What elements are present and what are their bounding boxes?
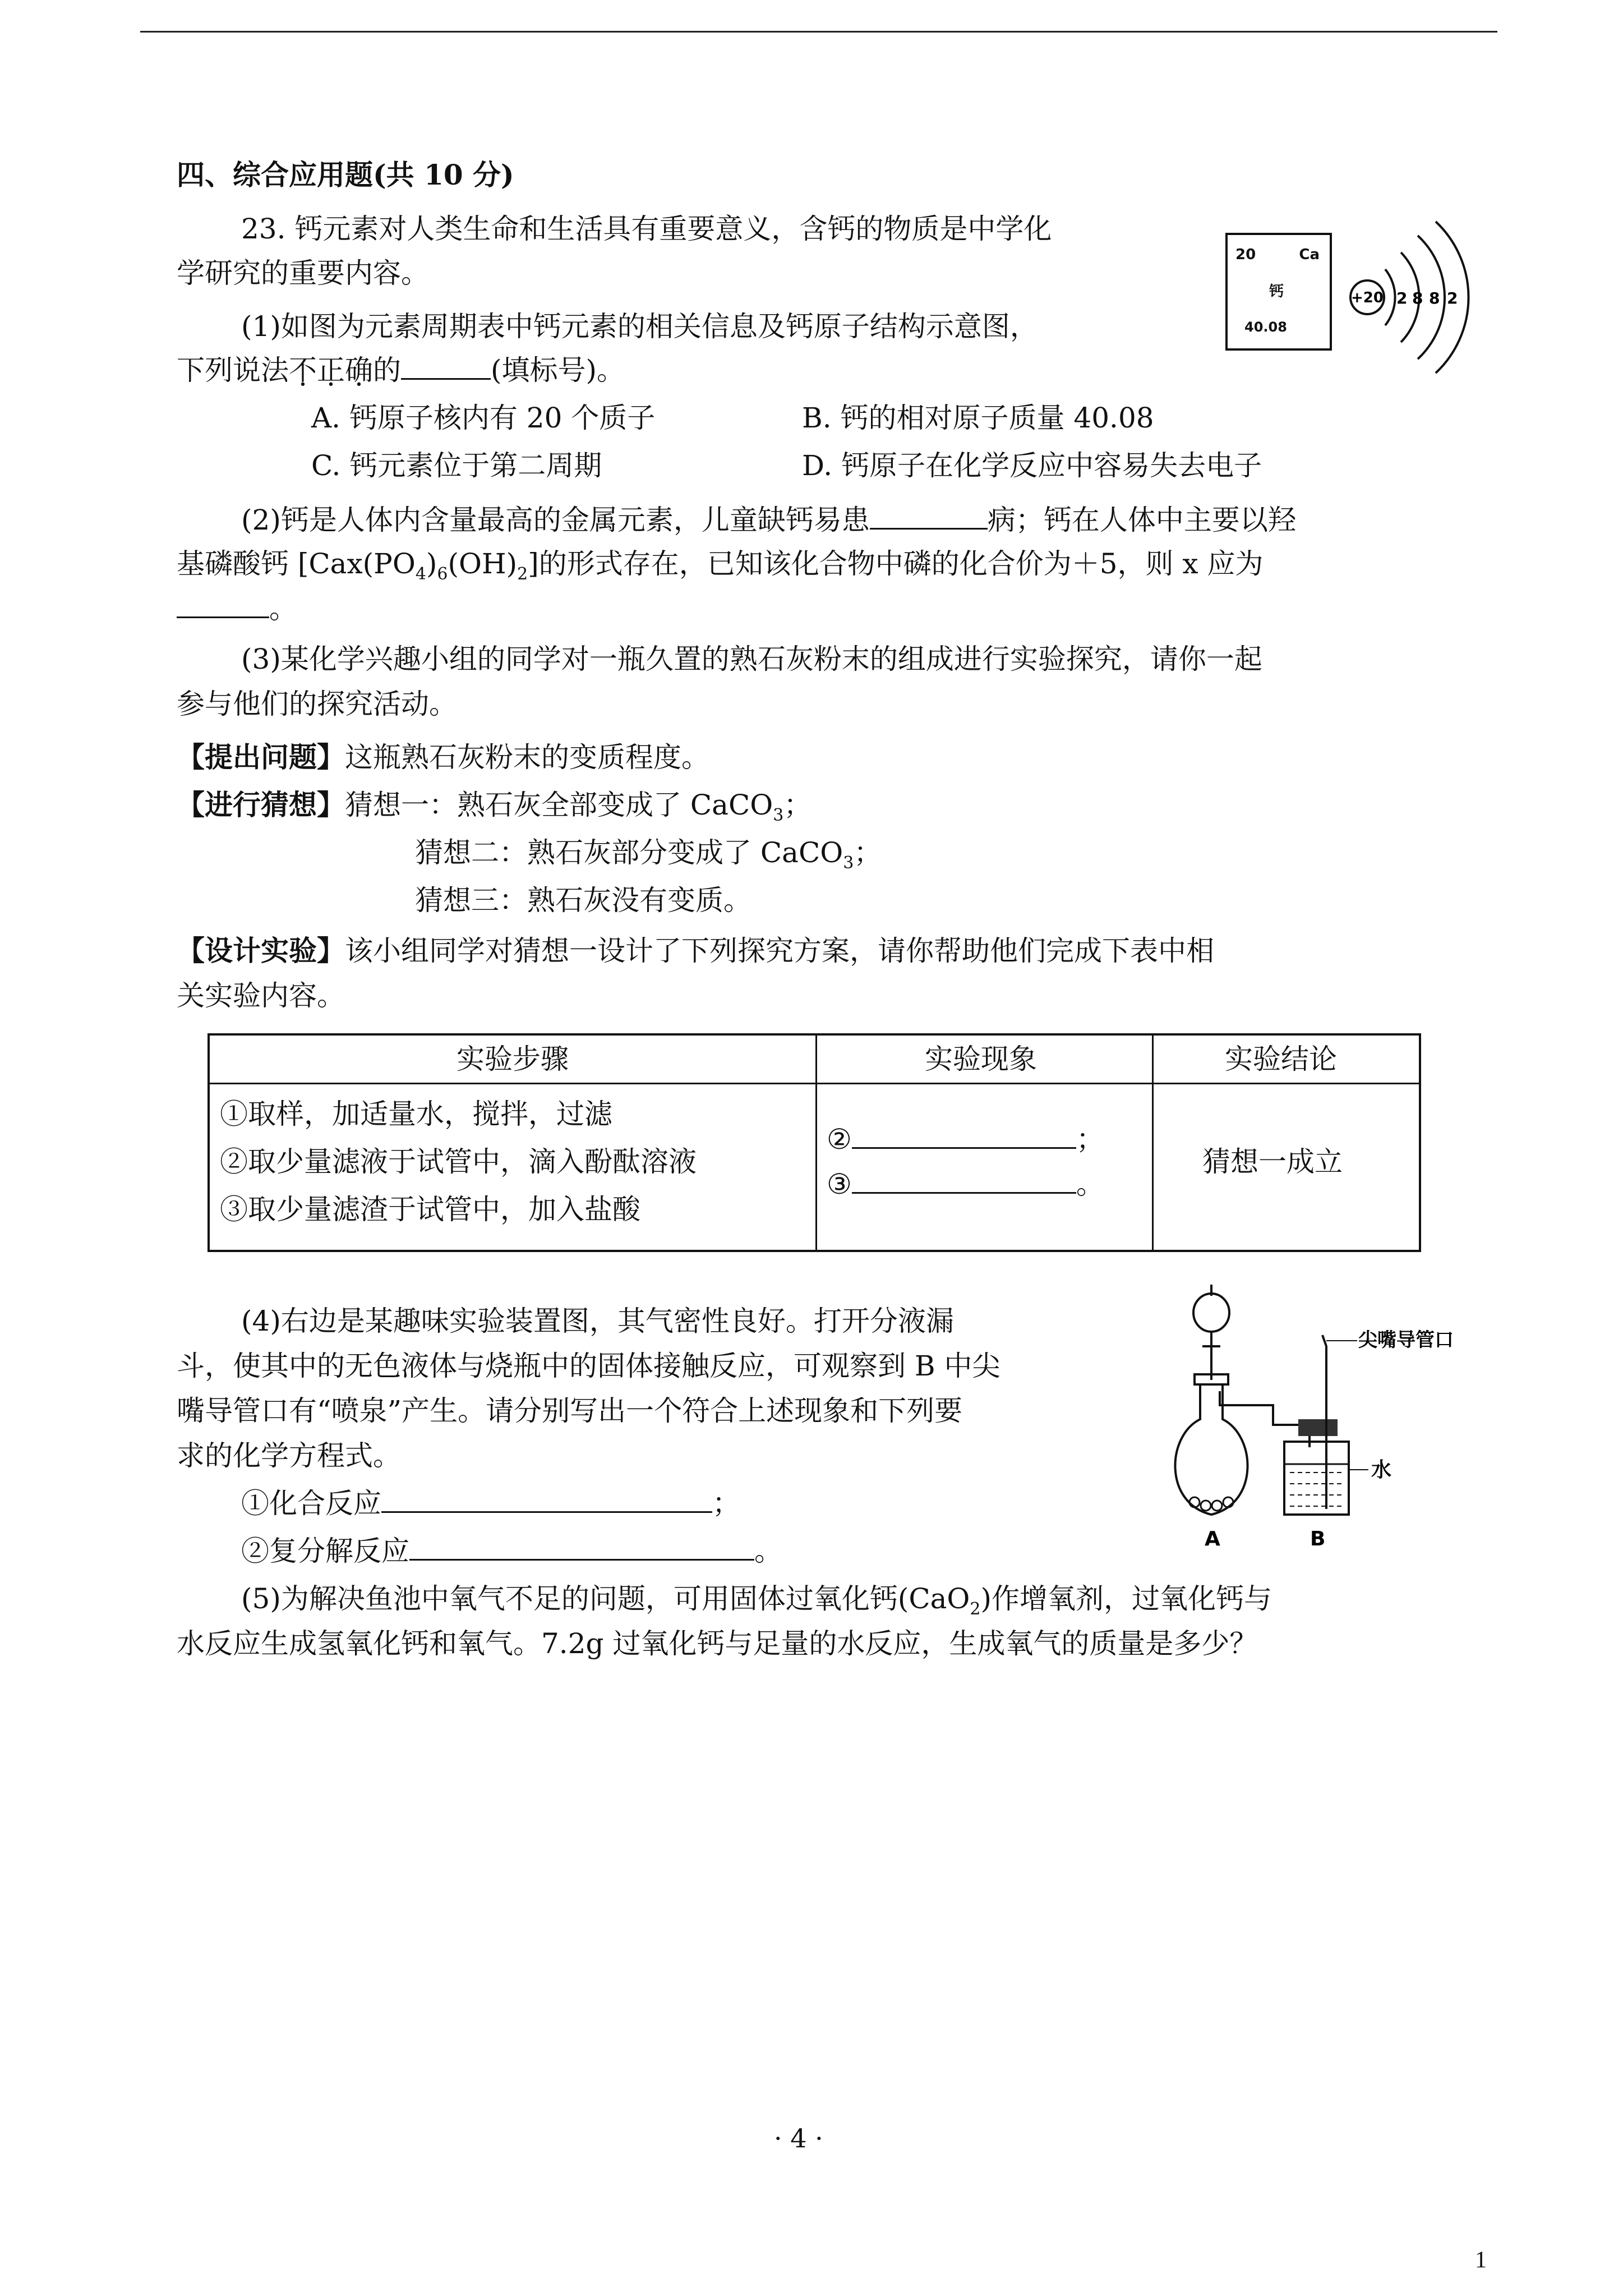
q23-intro-line1: 23. 钙元素对人类生命和生活具有重要意义，含钙的物质是中学化: [241, 213, 1052, 245]
element-symbol: Ca: [1299, 246, 1320, 263]
reaction-1-line: ①化合反应 ；: [241, 1481, 740, 1526]
design-line1: 【设计实验】该小组同学对猜想一设计了下列探究方案，请你帮助他们完成下表中相: [177, 934, 1214, 967]
part4-line3: 嘴导管口有“喷泉”产生。请分别写出一个符合上述现象和下列要: [177, 1395, 963, 1427]
bottle-b: [1284, 1442, 1349, 1515]
section-title: 四、综合应用题(共 10 分): [177, 158, 514, 191]
water-label: 水: [1371, 1458, 1392, 1481]
reaction-1-blank[interactable]: [381, 1482, 712, 1513]
phenomenon-3-blank[interactable]: [852, 1163, 1076, 1194]
element-name: 钙: [1269, 283, 1284, 300]
nucleus-charge: +20: [1351, 289, 1384, 306]
step-2: ②取少量滤液于试管中，滴入酚酞溶液: [220, 1145, 697, 1178]
emphasis-not-correct: 不正确: [289, 354, 373, 386]
phenomenon-2: ② ；: [827, 1117, 1104, 1162]
part2-line3: 。: [177, 586, 297, 631]
header-steps: 实验步骤: [457, 1043, 569, 1075]
option-a: A. 钙原子核内有 20 个质子: [311, 402, 656, 434]
step-3: ③取少量滤渣于试管中，加入盐酸: [220, 1193, 640, 1226]
part1-line1: (1)如图为元素周期表中钙元素的相关信息及钙原子结构示意图，: [241, 310, 1038, 343]
part5-line2: 水反应生成氢氧化钙和氧气。7.2g 过氧化钙与足量的水反应，生成氧气的质量是多少？: [177, 1627, 1258, 1660]
option-b: B. 钙的相对原子质量 40.08: [802, 402, 1154, 434]
connecting-tube: [1220, 1391, 1310, 1447]
header-phenomena: 实验现象: [925, 1043, 1037, 1075]
option-d: D. 钙原子在化学反应中容易失去电子: [802, 449, 1262, 482]
apparatus-diagram: [1155, 1279, 1469, 1571]
atomic-number: 20: [1235, 246, 1256, 263]
header-conclusion: 实验结论: [1225, 1043, 1337, 1075]
question-line: 【提出问题】这瓶熟石灰粉末的变质程度。: [177, 740, 709, 774]
flask-a: [1175, 1384, 1247, 1515]
part1-answer-blank[interactable]: [401, 349, 491, 380]
shell-arc-1: [1385, 269, 1395, 325]
reaction-2-blank[interactable]: [409, 1530, 754, 1561]
x-value-blank[interactable]: [177, 587, 269, 618]
part4-line1: (4)右边是某趣味实验装置图，其气密性良好。打开分液漏: [241, 1305, 954, 1337]
page-number: · 4 ·: [774, 2123, 823, 2154]
funnel-bulb: [1193, 1294, 1229, 1332]
guess-line2: 猜想二：熟石灰部分变成了 CaCO$_3$；: [415, 836, 882, 873]
shell-count-4: 2: [1447, 289, 1458, 307]
corner-number: 1: [1475, 2247, 1487, 2273]
tube-label: 尖嘴导管口: [1358, 1329, 1454, 1351]
phenomenon-3: ③ 。: [827, 1162, 1104, 1207]
part4-line4: 求的化学方程式。: [177, 1439, 401, 1472]
q23-intro-line2: 学研究的重要内容。: [177, 257, 429, 289]
part3-line2: 参与他们的探究活动。: [177, 688, 457, 720]
guess-line1: 【进行猜想】猜想一：熟石灰全部变成了 CaCO$_3$；: [177, 788, 812, 825]
part5-line1: (5)为解决鱼池中氧气不足的问题，可用固体过氧化钙(CaO$_2$)作增氧剂，过氧化钙与: [241, 1582, 1272, 1619]
design-line2: 关实验内容。: [177, 979, 345, 1012]
guess-line3: 猜想三：熟石灰没有变质。: [415, 884, 751, 917]
part3-line1: (3)某化学兴趣小组的同学对一瓶久置的熟石灰粉末的组成进行实验探究，请你一起: [241, 643, 1262, 675]
shell-count-2: 8: [1412, 289, 1423, 307]
shell-count-3: 8: [1429, 289, 1440, 307]
top-rule: [140, 31, 1497, 33]
atomic-mass: 40.08: [1244, 319, 1287, 335]
part1-line2: 下列说法不正确的 (填标号)。: [177, 348, 625, 393]
option-c: C. 钙元素位于第二周期: [311, 449, 602, 482]
reaction-2-line: ②复分解反应 。: [241, 1529, 782, 1573]
label-b: B: [1310, 1527, 1326, 1550]
part2-line2: 基磷酸钙 $[Cax(PO_4)_6(OH)_2]$的形式存在，已知该化合物中磷的化合价为＋5，则 x 应为: [177, 547, 1264, 584]
label-a: A: [1205, 1527, 1220, 1550]
phenomenon-2-blank[interactable]: [852, 1118, 1076, 1149]
shell-count-1: 2: [1396, 289, 1408, 307]
atom-structure-diagram: [1346, 216, 1481, 379]
step-1: ①取样，加适量水，搅拌，过滤: [220, 1098, 612, 1130]
disease-blank[interactable]: [870, 499, 988, 530]
part2-line1: (2)钙是人体内含量最高的金属元素，儿童缺钙易患 病；钙在人体中主要以羟: [241, 498, 1296, 542]
bottle-stopper: [1298, 1419, 1338, 1436]
conclusion-cell: 猜想一成立: [1202, 1145, 1343, 1178]
part4-line2: 斗，使其中的无色液体与烧瓶中的固体接触反应，可观察到 B 中尖: [177, 1350, 1000, 1382]
element-card: [1225, 233, 1332, 351]
experiment-table: [208, 1033, 1421, 1252]
